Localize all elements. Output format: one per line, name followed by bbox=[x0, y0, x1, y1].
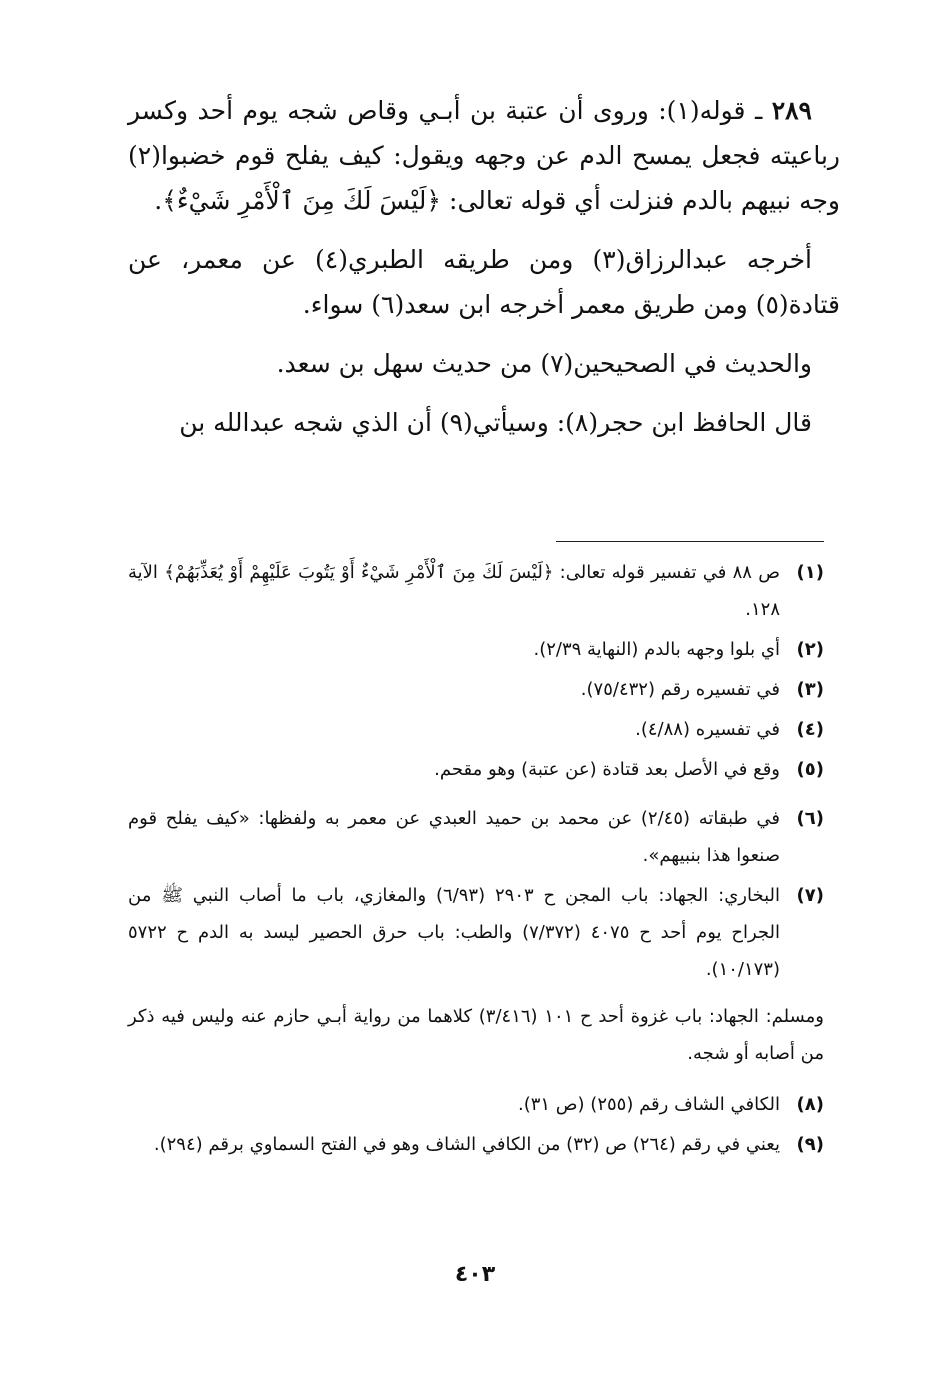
footnote-3 bbox=[128, 671, 824, 708]
footnote-number: (٤) bbox=[796, 719, 824, 740]
main-text bbox=[128, 88, 840, 459]
page-number: ٤٠٣ bbox=[454, 1262, 496, 1287]
footnote-number: (٢) bbox=[796, 639, 824, 660]
footnote-text: في طبقاته (٢/٤٥) عن محمد بن حميد العبدي عن معمر به ولفظها: «كيف يفلح قوم صنعوا هذا بنبيهم». bbox=[128, 808, 780, 866]
footnotes bbox=[128, 554, 824, 1166]
footnote-text: البخاري: الجهاد: باب المجن ح ٢٩٠٣ (٦/٩٣) والمغازي، باب ما أصاب النبي ﷺ من الجراح يوم أحد ح ٤٠٧٥ (٧/٣٧٢) والطب: باب حرق الحصير ليسد به الدم ح ٥٧٢٢ (١٠/١٧٣). bbox=[128, 885, 780, 980]
footnote-7-continuation: ومسلم: الجهاد: باب غزوة أحد ح ١٠١ (٣/٤١٦) كلاهما من رواية أبـي حازم عنه وليس فيه ذكر من أصابه أو شجه. bbox=[128, 1006, 825, 1064]
footnote-text: يعني في رقم (٢٦٤) ص (٣٢) من الكافي الشاف وهو في الفتح السماوي برقم (٢٩٤). bbox=[153, 1134, 780, 1155]
footnote-6 bbox=[128, 800, 824, 874]
footnote-number: (٧) bbox=[796, 885, 824, 906]
footnote-separator bbox=[556, 541, 824, 542]
footnote-7 bbox=[128, 877, 824, 988]
footnote-2 bbox=[128, 631, 824, 668]
hadith-number: ٢٨٩ bbox=[771, 96, 812, 125]
footnote-number: (٣) bbox=[796, 679, 824, 700]
paragraph-sahihayn: والحديث في الصحيحين(٧) من حديث سهل بن سعد. bbox=[276, 349, 812, 378]
footnote-5 bbox=[128, 751, 824, 788]
footnote-text: أي بلوا وجهه بالدم (النهاية ٢/٣٩). bbox=[533, 639, 780, 660]
footnote-8 bbox=[128, 1086, 824, 1123]
footnote-text: في تفسيره رقم (٧٥/٤٣٢). bbox=[580, 679, 780, 700]
paragraph-ibn-hajar: قال الحافظ ابن حجر(٨): وسيأتي(٩) أن الذي شجه عبدالله بن bbox=[179, 408, 812, 437]
footnote-text: وقع في الأصل بعد قتادة (عن عتبة) وهو مقحم. bbox=[434, 759, 780, 780]
footnote-number: (١) bbox=[796, 562, 824, 583]
footnote-text: ص ٨٨ في تفسير قوله تعالى: ﴿لَيْسَ لَكَ مِنَ ٱلْأَمْرِ شَيْءٌ أَوْ يَتُوبَ عَلَيْهِمْ أَوْ يُعَذِّبَهُمْ﴾ الآية ١٢٨. bbox=[128, 562, 780, 620]
footnote-number: (٨) bbox=[796, 1094, 824, 1115]
paragraph-289-text: ـ قوله(١): وروى أن عتبة بن أبـي وقاص شجه يوم أحد وكسر رباعيته فجعل يمسح الدم عن وجهه ويقول: كيف يفلح قوم خضبوا(٢) وجه نبيهم بالدم فنزلت أي قوله تعالى: ﴿لَيْسَ لَكَ مِنَ ٱلْأَمْرِ شَيْءٌ﴾. bbox=[128, 96, 840, 215]
footnote-number: (٩) bbox=[796, 1134, 824, 1155]
footnote-number: (٥) bbox=[796, 759, 824, 780]
footnote-text: الكافي الشاف رقم (٢٥٥) (ص ٣١). bbox=[517, 1094, 780, 1115]
footnote-9 bbox=[128, 1126, 824, 1163]
footnote-4 bbox=[128, 711, 824, 748]
paragraph-289 bbox=[128, 88, 840, 223]
footnote-text: في تفسيره (٤/٨٨). bbox=[635, 719, 780, 740]
footnote-number: (٦) bbox=[796, 808, 824, 829]
paragraph-takhrij: أخرجه عبدالرزاق(٣) ومن طريقه الطبري(٤) عن معمر، عن قتادة(٥) ومن طريق معمر أخرجه ابن سعد(٦) سواء. bbox=[128, 245, 840, 319]
footnote-1 bbox=[128, 554, 824, 628]
